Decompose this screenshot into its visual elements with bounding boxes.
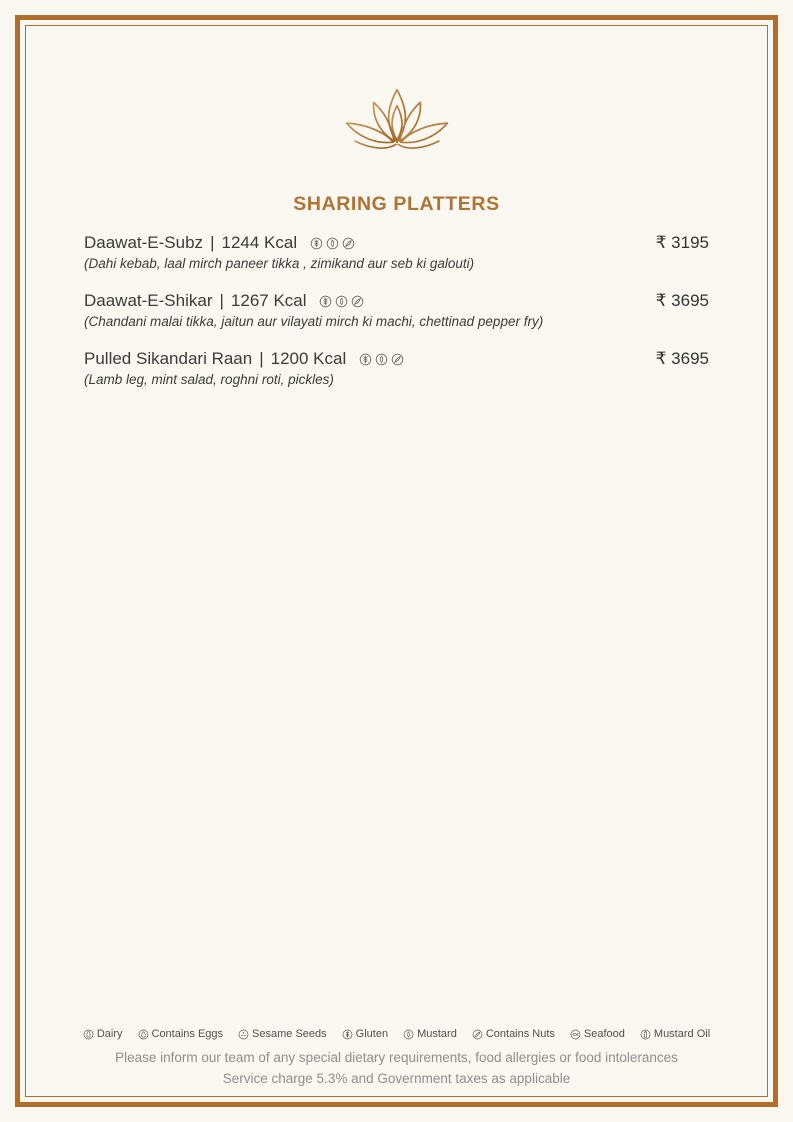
item-allergen-icons [319, 295, 364, 308]
service-charge-note: Service charge 5.3% and Government taxes as applicable [222, 1071, 571, 1086]
item-description: (Chandani malai tikka, jaitun aur vilayati mirch ki machi, chettinad pepper fry) [84, 314, 544, 329]
page-content [26, 26, 767, 1096]
contains-nuts-icon [472, 1029, 483, 1040]
seafood-icon [570, 1029, 581, 1040]
item-title [84, 349, 404, 369]
item-row [84, 349, 709, 369]
section-title: SHARING PLATTERS [293, 193, 500, 215]
mustard-icon [335, 295, 348, 308]
item-price: ₹ 3695 [655, 291, 709, 310]
sesame-seeds-icon [238, 1029, 249, 1040]
item-row [84, 233, 709, 253]
gluten-icon [310, 237, 323, 250]
lotus-icon [336, 80, 458, 162]
item-title [84, 291, 364, 311]
mustard-icon [403, 1029, 414, 1040]
item-separator: | [219, 291, 224, 310]
legend-label: Contains Eggs [151, 1028, 224, 1040]
menu-item [84, 233, 709, 271]
item-name: Daawat-E-Subz [84, 233, 204, 252]
menu-item [84, 291, 709, 329]
contains-nuts-icon [391, 353, 404, 366]
legend-item [238, 1028, 327, 1040]
item-separator: | [210, 233, 215, 252]
item-description: (Lamb leg, mint salad, roghni roti, pickles) [84, 372, 334, 387]
logo-container [26, 80, 767, 167]
item-name: Pulled Sikandari Raan [84, 349, 253, 368]
legend-label: Mustard [417, 1028, 457, 1040]
mustard-oil-icon [640, 1029, 651, 1040]
item-allergen-icons [310, 237, 355, 250]
item-price: ₹ 3695 [655, 349, 709, 368]
item-kcal: 1244 Kcal [221, 233, 298, 252]
legend-label: Mustard Oil [653, 1028, 711, 1040]
item-separator: | [259, 349, 264, 368]
footer [26, 1028, 767, 1086]
gluten-icon [359, 353, 372, 366]
legend-item [83, 1028, 123, 1040]
contains-nuts-icon [351, 295, 364, 308]
item-kcal: 1200 Kcal [270, 349, 347, 368]
item-price: ₹ 3195 [655, 233, 709, 252]
menu-list [26, 233, 767, 387]
dairy-icon [83, 1029, 94, 1040]
item-description: (Dahi kebab, laal mirch paneer tikka , zimikand aur seb ki galouti) [84, 256, 475, 271]
legend-item [570, 1028, 625, 1040]
dietary-note: Please inform our team of any special dietary requirements, food allergies or food intolerances [115, 1050, 678, 1065]
gluten-icon [342, 1029, 353, 1040]
legend-item [138, 1028, 224, 1040]
legend-item [403, 1028, 457, 1040]
mustard-icon [326, 237, 339, 250]
item-title [84, 233, 355, 253]
item-kcal: 1267 Kcal [230, 291, 307, 310]
gluten-icon [319, 295, 332, 308]
mustard-icon [375, 353, 388, 366]
legend-item [472, 1028, 555, 1040]
item-name: Daawat-E-Shikar [84, 291, 213, 310]
legend-label: Seafood [583, 1028, 625, 1040]
item-row [84, 291, 709, 311]
item-allergen-icons [359, 353, 404, 366]
contains-nuts-icon [342, 237, 355, 250]
contains-eggs-icon [138, 1029, 149, 1040]
legend-label: Sesame Seeds [252, 1028, 327, 1040]
legend-item [640, 1028, 710, 1040]
legend-item [342, 1028, 388, 1040]
allergen-legend [26, 1028, 767, 1040]
legend-label: Dairy [96, 1028, 123, 1040]
legend-label: Contains Nuts [485, 1028, 555, 1040]
legend-label: Gluten [355, 1028, 389, 1040]
menu-item [84, 349, 709, 387]
